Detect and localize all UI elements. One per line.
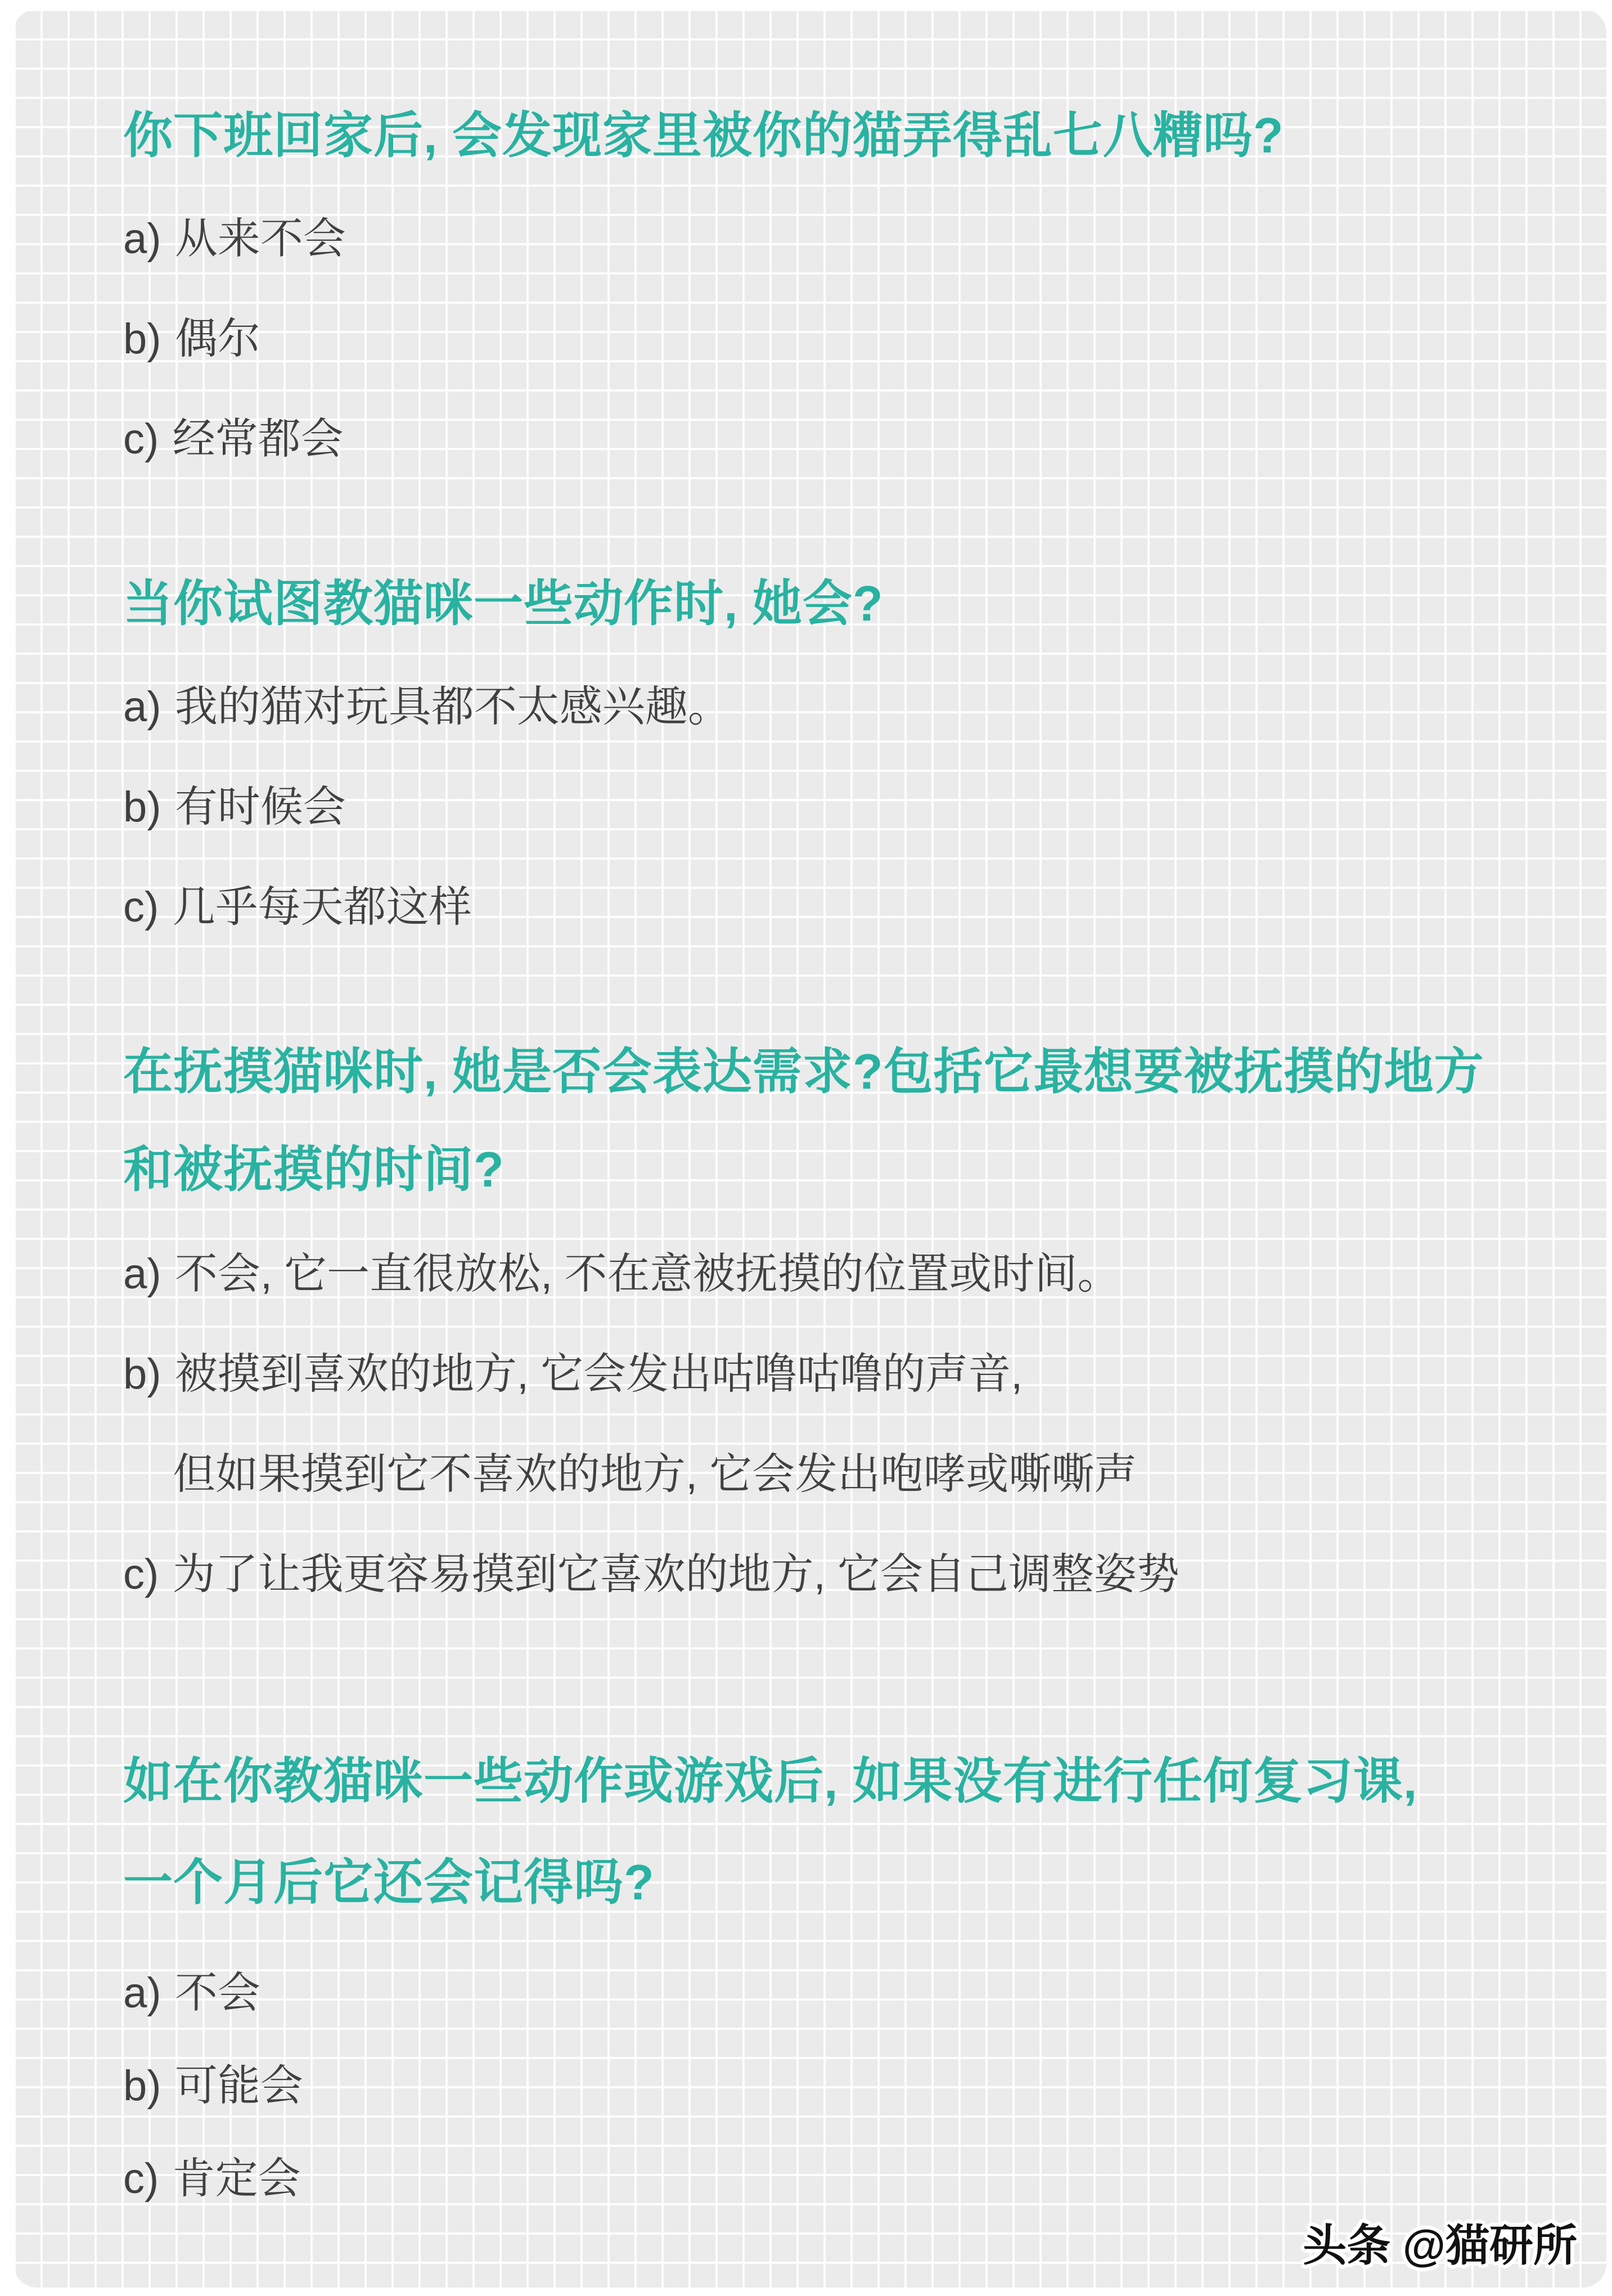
question-1-option-c (123, 415, 344, 464)
question-2-option-c (123, 883, 472, 932)
question-3-option-a (123, 1250, 1120, 1299)
question-1-title: 你下班回家后, 会发现家里被你的猫弄得乱七八糟吗? (123, 107, 1284, 163)
question-2-title: 当你试图教猫咪一些动作时, 她会? (123, 576, 884, 631)
question-4-title-line-2: 一个月后它还会记得吗? (123, 1854, 655, 1910)
option-text: 可能会 (174, 2062, 303, 2110)
option-text: 经常都会 (172, 415, 344, 463)
option-text: 为了让我更容易摸到它喜欢的地方, 它会自己调整姿势 (172, 1551, 1179, 1598)
option-label: a) (123, 215, 161, 263)
option-text: 不会 (174, 1969, 260, 2017)
question-4-option-c (123, 2154, 301, 2204)
question-4-option-a (123, 1969, 260, 2018)
option-text: 我的猫对玩具都不太感兴趣。 (174, 683, 731, 731)
question-3-option-b-line-2 (173, 1450, 1137, 1499)
option-text: 不会, 它一直很放松, 不在意被抚摸的位置或时间。 (174, 1250, 1120, 1298)
question-4-title-line-1: 如在你教猫咪一些动作或游戏后, 如果没有进行任何复习课, (123, 1753, 1418, 1809)
watermark: 头条 @猫研所 (1303, 2221, 1577, 2270)
option-text: 被摸到喜欢的地方, 它会发出咕噜咕噜的声音, (174, 1350, 1023, 1398)
option-label: a) (123, 1969, 161, 2017)
option-label: b) (123, 315, 161, 363)
grid-paper (13, 9, 1606, 2288)
question-3-title-line-2: 和被抚摸的时间? (123, 1142, 505, 1197)
option-label: c) (123, 415, 159, 463)
option-label: c) (123, 883, 159, 931)
option-label: b) (123, 783, 161, 831)
question-1-option-a (123, 214, 346, 264)
question-4-option-b (123, 2061, 303, 2111)
option-label: b) (123, 2062, 161, 2110)
question-2-option-b (123, 783, 346, 832)
option-label: c) (123, 2155, 159, 2203)
question-3-title-line-1: 在抚摸猫咪时, 她是否会表达需求?包括它最想要被抚摸的地方 (123, 1044, 1484, 1099)
option-label: c) (123, 1551, 159, 1598)
option-text: 偶尔 (174, 315, 260, 363)
option-text: 有时候会 (174, 783, 346, 831)
option-text: 从来不会 (174, 215, 346, 263)
option-text: 但如果摸到它不喜欢的地方, 它会发出咆哮或嘶嘶声 (173, 1450, 1137, 1498)
option-text: 几乎每天都这样 (172, 883, 472, 931)
question-3-option-c (123, 1550, 1179, 1599)
option-label: b) (123, 1350, 161, 1398)
question-1-option-b (123, 314, 260, 364)
question-2-option-a (123, 682, 731, 732)
option-text: 肯定会 (172, 2155, 301, 2203)
question-3-option-b (123, 1350, 1023, 1399)
option-label: a) (123, 683, 161, 731)
option-label: a) (123, 1250, 161, 1298)
